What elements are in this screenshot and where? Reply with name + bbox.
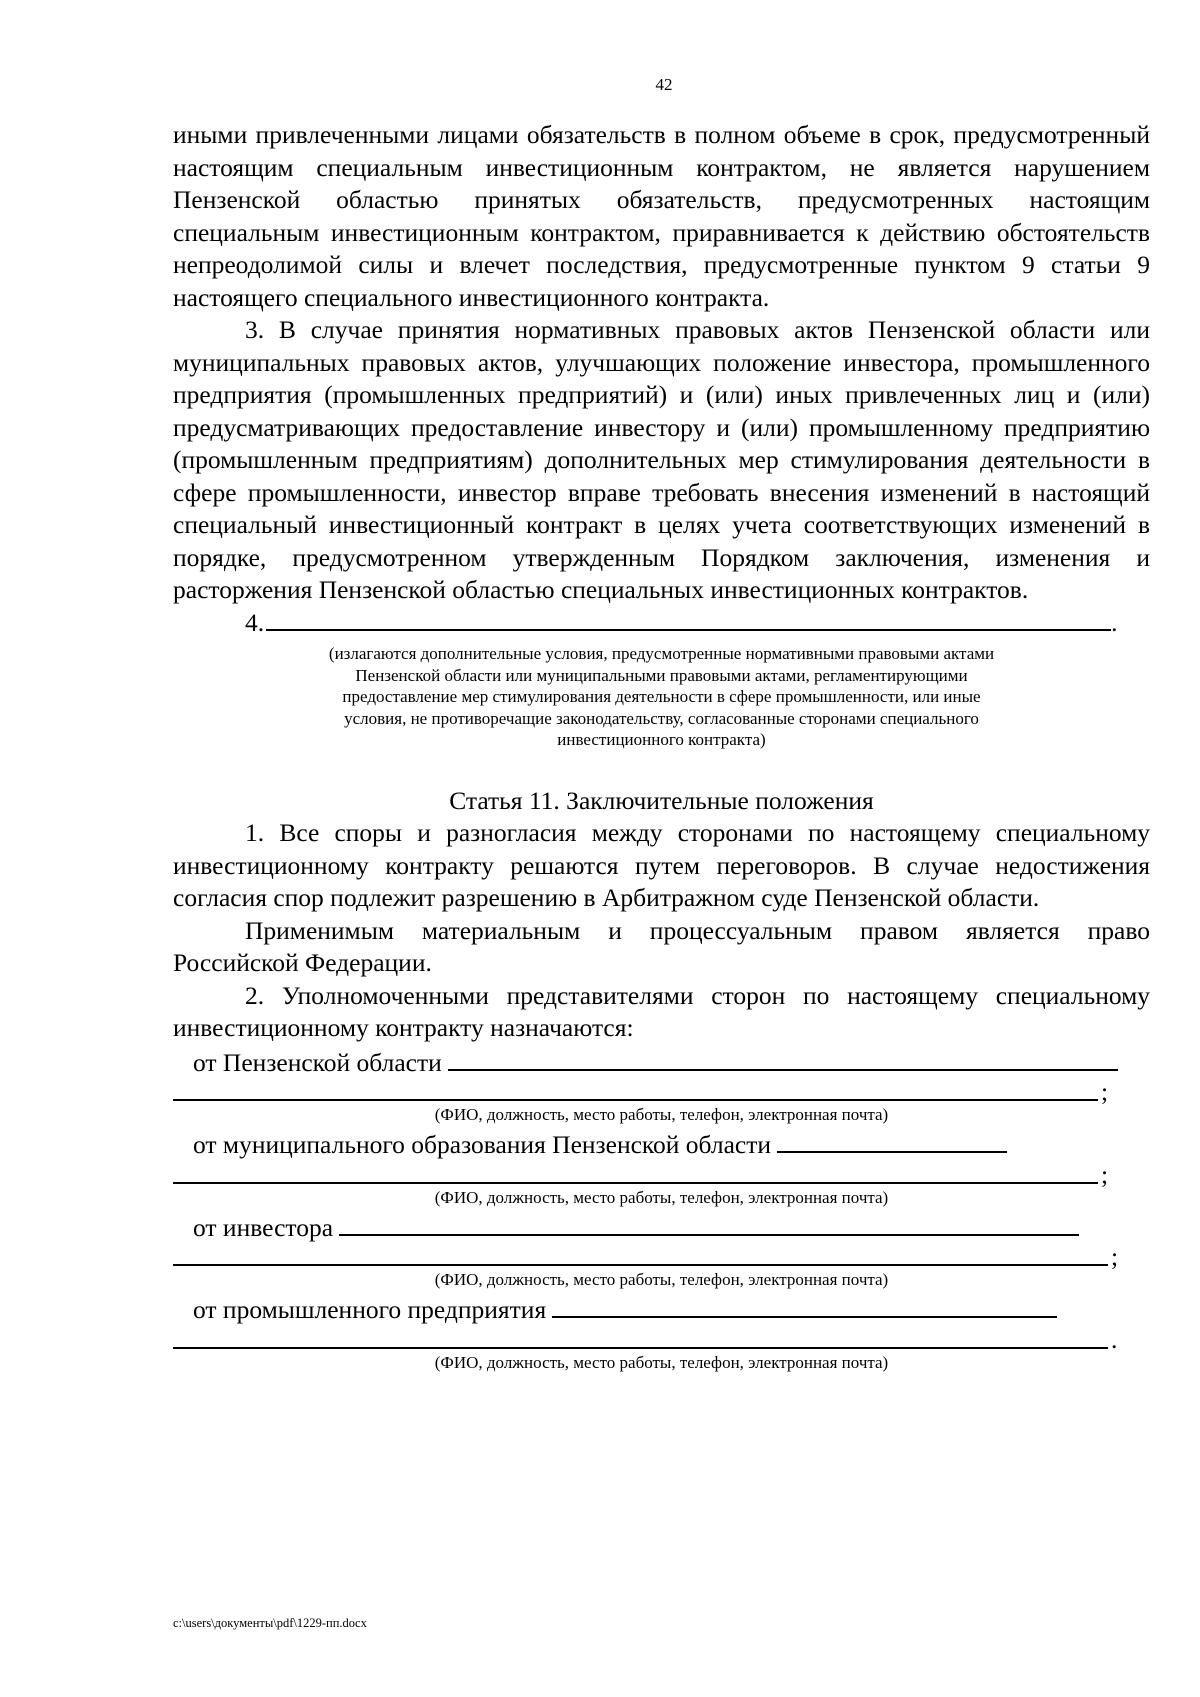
footer-file-path: c:\users\документы\pdf\1229-пп.docx [173,1616,367,1630]
rep-second-line [173,1244,1150,1272]
rep-line-end: ; [1101,1159,1109,1189]
rep-fill-line [777,1127,1007,1153]
article-11-applicable-law: Применимым материальным и процессуальным правом является право Российской Федерации. [173,915,1150,977]
rep-fill-line [339,1210,1079,1236]
rep-line-end: ; [1101,1077,1109,1106]
rep-full-line [173,1264,1108,1266]
rep-label: от промышленного предприятия [193,1295,547,1324]
rep-fill-line [448,1045,1118,1071]
rep-second-line [173,1079,1150,1107]
article-11-clause-1: 1. Все споры и разногласия между сторонами по настоящему специальному инвестиционному контракту решаются путем переговоров. В случае недостижения согласия спор подлежит разрешению в Арбитражном суде Пензенской области. [173,818,1150,912]
clause-4-note: (излагаются дополнительные условия, предусмотренные нормативными правовыми актами Пензенской области или муниципальными правовыми актами, регламентирующими предоставление мер стимулирования деятельности в сфере промышленности, или иные условия, не противоречащие законодательству, согласованные сторонами специального инвестиционного контракта) [328,644,995,749]
rep-second-line [173,1324,1150,1355]
rep-industrial-enterprise [173,1292,1150,1327]
document-body [173,119,1150,1375]
rep-investor [173,1210,1150,1245]
paragraph-continuation: иными привлеченными лицами обязательств в полном объеме в срок, предусмотренный настоящим специальным инвестиционным контрактом, не является нарушением Пензенской областью принятых обязательств, предусмотренных настоящим специальным инвестиционным контрактом, приравнивается к действию обстоятельств непреодолимой силы и влечет последствия, предусмотренные пунктом 9 статьи 9 настоящего специального инвестиционного контракта. [173,120,1150,312]
clause-4-end: . [1111,607,1118,637]
rep-label: от инвестора [193,1212,334,1242]
article-11-clause-2: 2. Уполномоченными представителями сторон по настоящему специальному инвестиционному контракту назначаются: [173,980,1150,1042]
clause-4-blank [245,607,1150,640]
rep-full-line [173,1099,1098,1101]
clause-4-fill-line [266,607,1111,631]
clause-4-number: 4. [245,607,265,637]
rep-second-line [173,1159,1150,1190]
rep-municipality [173,1127,1150,1162]
rep-caption: (ФИО, должность, место работы, телефон, электронная почта) [434,1270,889,1289]
rep-line-end: . [1111,1324,1118,1354]
rep-label: от муниципального образования Пензенской области [193,1130,772,1159]
rep-full-line [173,1347,1108,1349]
page-number: 42 [655,75,673,94]
rep-fill-line [552,1292,1057,1318]
article-11-heading: Статья 11. Заключительные положения [449,785,874,815]
rep-full-line [173,1182,1098,1184]
rep-penza-region [173,1045,1150,1080]
rep-line-end: ; [1111,1242,1119,1271]
rep-caption: (ФИО, должность, место работы, телефон, электронная почта) [434,1187,889,1207]
rep-caption: (ФИО, должность, место работы, телефон, электронная почта) [434,1352,889,1372]
rep-label: от Пензенской области [193,1047,442,1077]
rep-caption: (ФИО, должность, место работы, телефон, электронная почта) [434,1105,889,1124]
paragraph-clause-3: 3. В случае принятия нормативных правовых актов Пензенской области или муниципальных правовых актов, улучшающих положение инвестора, промышленного предприятия (промышленных предприятий) и (или) иных привлеченных лиц и (или) предусматривающих предоставление инвестору и (или) промышленному предприятию (промышленным предприятиям) дополнительных мер стимулирования деятельности в сфере промышленности, инвестор вправе требовать внесения изменений в настоящий специальный инвестиционный контракт в целях учета соответствующих изменений в порядке, предусмотренном утвержденным Порядком заключения, изменения и расторжения Пензенской областью специальных инвестиционных контрактов. [173,315,1150,604]
